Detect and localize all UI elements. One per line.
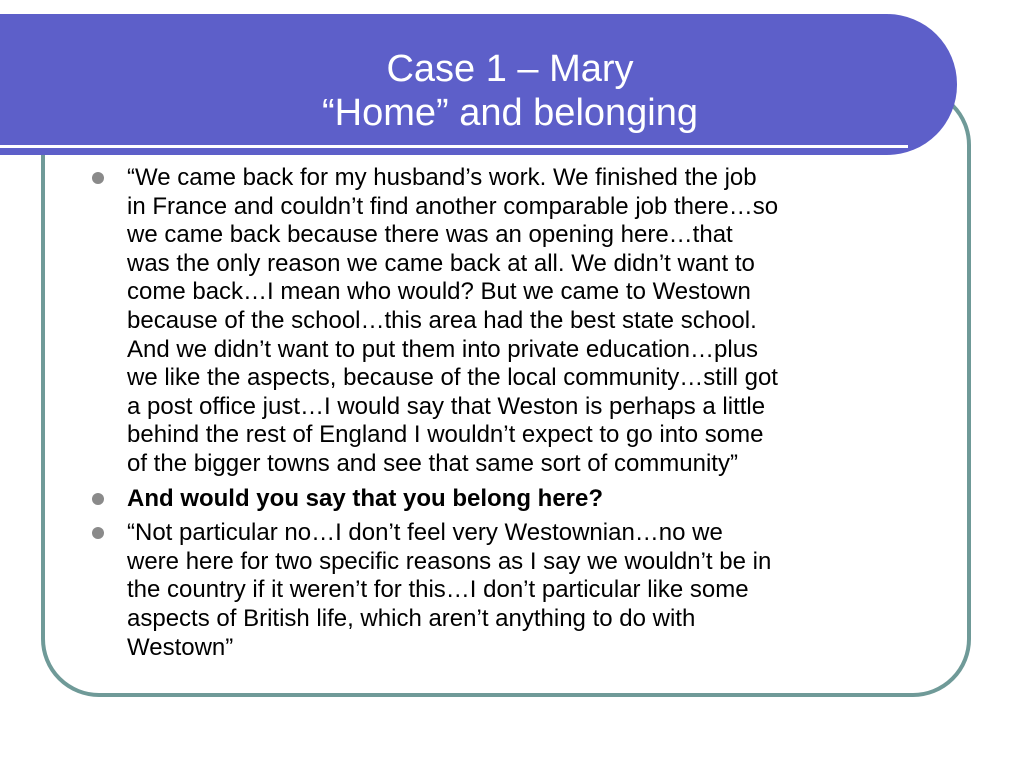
text-line: come back…I mean who would? But we came to Westown — [127, 278, 751, 306]
text-line: we like the aspects, because of the local community…still got — [127, 364, 778, 392]
text-line: Westown” — [127, 633, 234, 661]
bullet-text-quote-1 — [127, 164, 952, 479]
title-divider — [0, 145, 908, 148]
slide-title — [160, 47, 860, 135]
slide-title-line-1: Case 1 – Mary — [386, 48, 634, 90]
text-line: behind the rest of England I wouldn’t expect to go into some — [127, 421, 764, 449]
slide-title-line-2: “Home” and belonging — [321, 92, 698, 134]
text-line: aspects of British life, which aren’t anything to do with — [127, 604, 696, 632]
bullet-text-question — [127, 485, 952, 514]
bullet-item-quote-1 — [92, 164, 952, 479]
bullet-list — [92, 164, 952, 668]
text-line: a post office just…I would say that Weston is perhaps a little — [127, 392, 766, 420]
text-line: in France and couldn’t find another comparable job there…so — [127, 192, 779, 220]
text-line: “Not particular no…I don’t feel very Westownian…no we — [127, 519, 723, 547]
bullet-dot-icon — [92, 493, 104, 505]
text-line: the country if it weren’t for this…I don’t particular like some — [127, 576, 749, 604]
text-line: And we didn’t want to put them into private education…plus — [127, 335, 759, 363]
bullet-text-quote-2 — [127, 519, 952, 662]
text-line: And would you say that you belong here? — [127, 484, 604, 512]
bullet-item-quote-2 — [92, 519, 952, 662]
text-line: was the only reason we came back at all. We didn’t want to — [127, 249, 755, 277]
text-line: “We came back for my husband’s work. We finished the job — [127, 164, 757, 191]
bullet-item-question — [92, 485, 952, 514]
bullet-dot-icon — [92, 527, 104, 539]
text-line: of the bigger towns and see that same sort of community” — [127, 449, 738, 477]
bullet-dot-icon — [92, 172, 104, 184]
text-line: we came back because there was an opening here…that — [127, 221, 733, 249]
title-banner — [0, 14, 957, 155]
text-line: were here for two specific reasons as I say we wouldn’t be in — [127, 547, 772, 575]
text-line: because of the school…this area had the best state school. — [127, 306, 757, 334]
